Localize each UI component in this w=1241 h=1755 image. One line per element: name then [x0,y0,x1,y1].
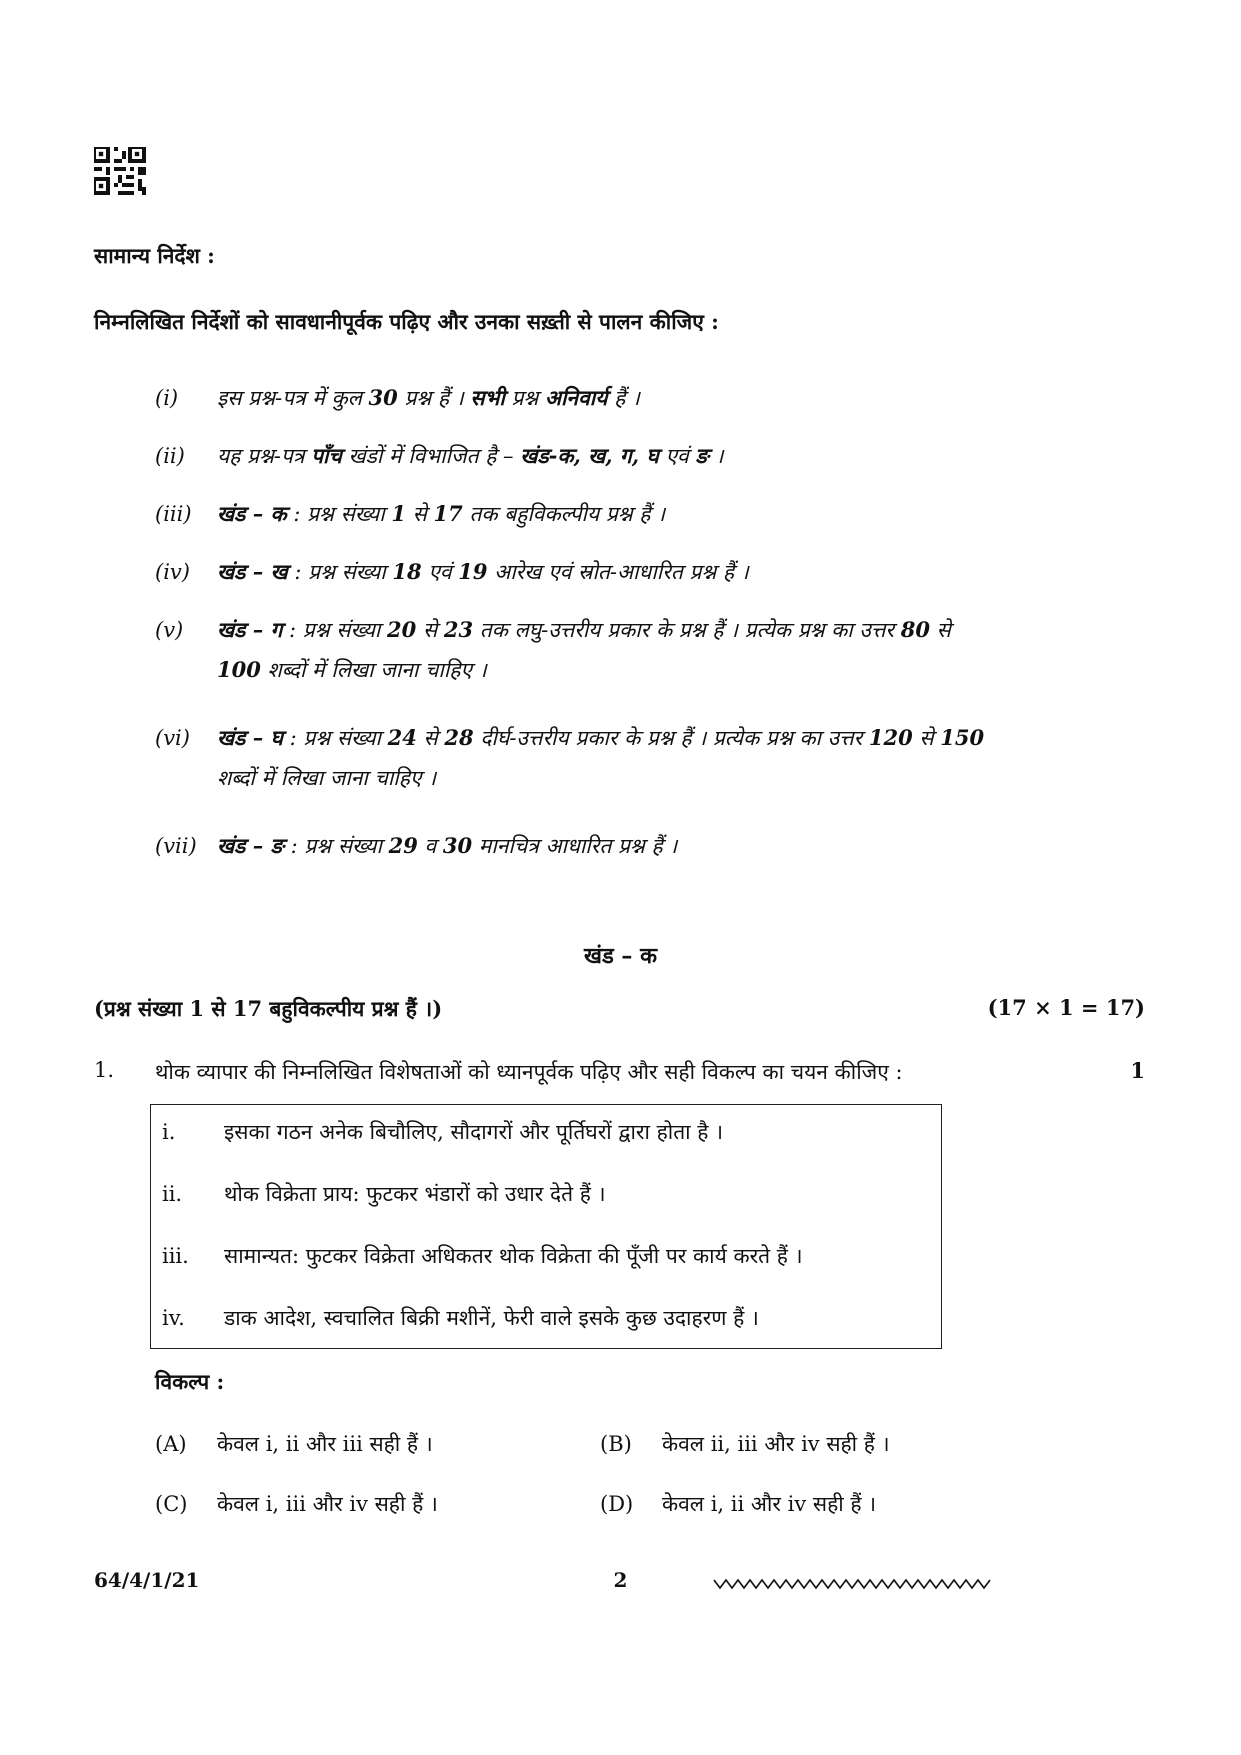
wave-decoration [712,1572,1002,1594]
option-a: (A) केवल i, ii और iii सही हैं । [155,1432,433,1456]
instructions-intro: निम्नलिखित निर्देशों को सावधानीपूर्वक पढ़िए और उनका सख़्ती से पालन कीजिए : [94,309,719,334]
instruction-item: (v) खंड – ग : प्रश्न संख्या 20 से 23 तक लघु-उत्तरीय प्रकार के प्रश्न हैं । प्रत्येक प्रश्न का उत्तर 80 से 100 शब्दों में लिखा जाना चाहिए । [155,617,951,682]
options-label: विकल्प : [155,1369,225,1394]
page-number: 2 [613,1568,628,1592]
section-note: (प्रश्न संख्या 1 से 17 बहुविकल्पीय प्रश्न हैं ।) [94,996,443,1021]
general-instructions-heading: सामान्य निर्देश : [94,243,215,268]
instruction-item: (iii) खंड – क : प्रश्न संख्या 1 से 17 तक बहुविकल्पीय प्रश्न हैं । [155,501,666,526]
question-marks: 1 [1130,1058,1145,1083]
instruction-item: (i) इस प्रश्न-पत्र में कुल 30 प्रश्न हैं । सभी प्रश्न अनिवार्य हैं । [155,385,640,410]
statement-item: iv. डाक आदेश, स्वचालित बिक्री मशीनें, फेरी वाले इसके कुछ उदाहरण हैं । [162,1306,759,1330]
section-marks: (17 × 1 = 17) [987,995,1145,1020]
instruction-item: (vi) खंड – घ : प्रश्न संख्या 24 से 28 दीर्घ-उत्तरीय प्रकार के प्रश्न हैं । प्रत्येक प्रश्न का उत्तर 120 से 150 शब्दों में लिखा जाना चाहिए । [155,725,985,790]
section-title: खंड – क [584,943,657,969]
option-c: (C) केवल i, iii और iv सही हैं । [155,1492,438,1516]
option-b: (B) केवल ii, iii और iv सही हैं । [600,1432,890,1456]
question-text: थोक व्यापार की निम्नलिखित विशेषताओं को ध्यानपूर्वक पढ़िए और सही विकल्प का चयन कीजिए : [155,1060,903,1084]
qr-code [94,147,146,195]
instruction-item: (ii) यह प्रश्न-पत्र पाँच खंडों में विभाजित है – खंड-क, ख, ग, घ एवं ङ । [155,443,724,468]
statement-item: i. इसका गठन अनेक बिचौलिए, सौदागरों और पूर्तिघरों द्वारा होता है । [162,1120,724,1144]
instruction-item: (vii) खंड – ङ : प्रश्न संख्या 29 व 30 मानचित्र आधारित प्रश्न हैं । [155,833,678,858]
paper-code: 64/4/1/21 [94,1568,200,1592]
option-d: (D) केवल i, ii और iv सही हैं । [600,1492,877,1516]
statement-item: iii. सामान्यत: फुटकर विक्रेता अधिकतर थोक विक्रेता की पूँजी पर कार्य करते हैं । [162,1244,803,1268]
statement-item: ii. थोक विक्रेता प्राय: फुटकर भंडारों को उधार देते हैं । [162,1182,606,1206]
question-number: 1. [94,1058,115,1082]
instruction-item: (iv) खंड – ख : प्रश्न संख्या 18 एवं 19 आरेख एवं स्रोत-आधारित प्रश्न हैं । [155,559,749,584]
